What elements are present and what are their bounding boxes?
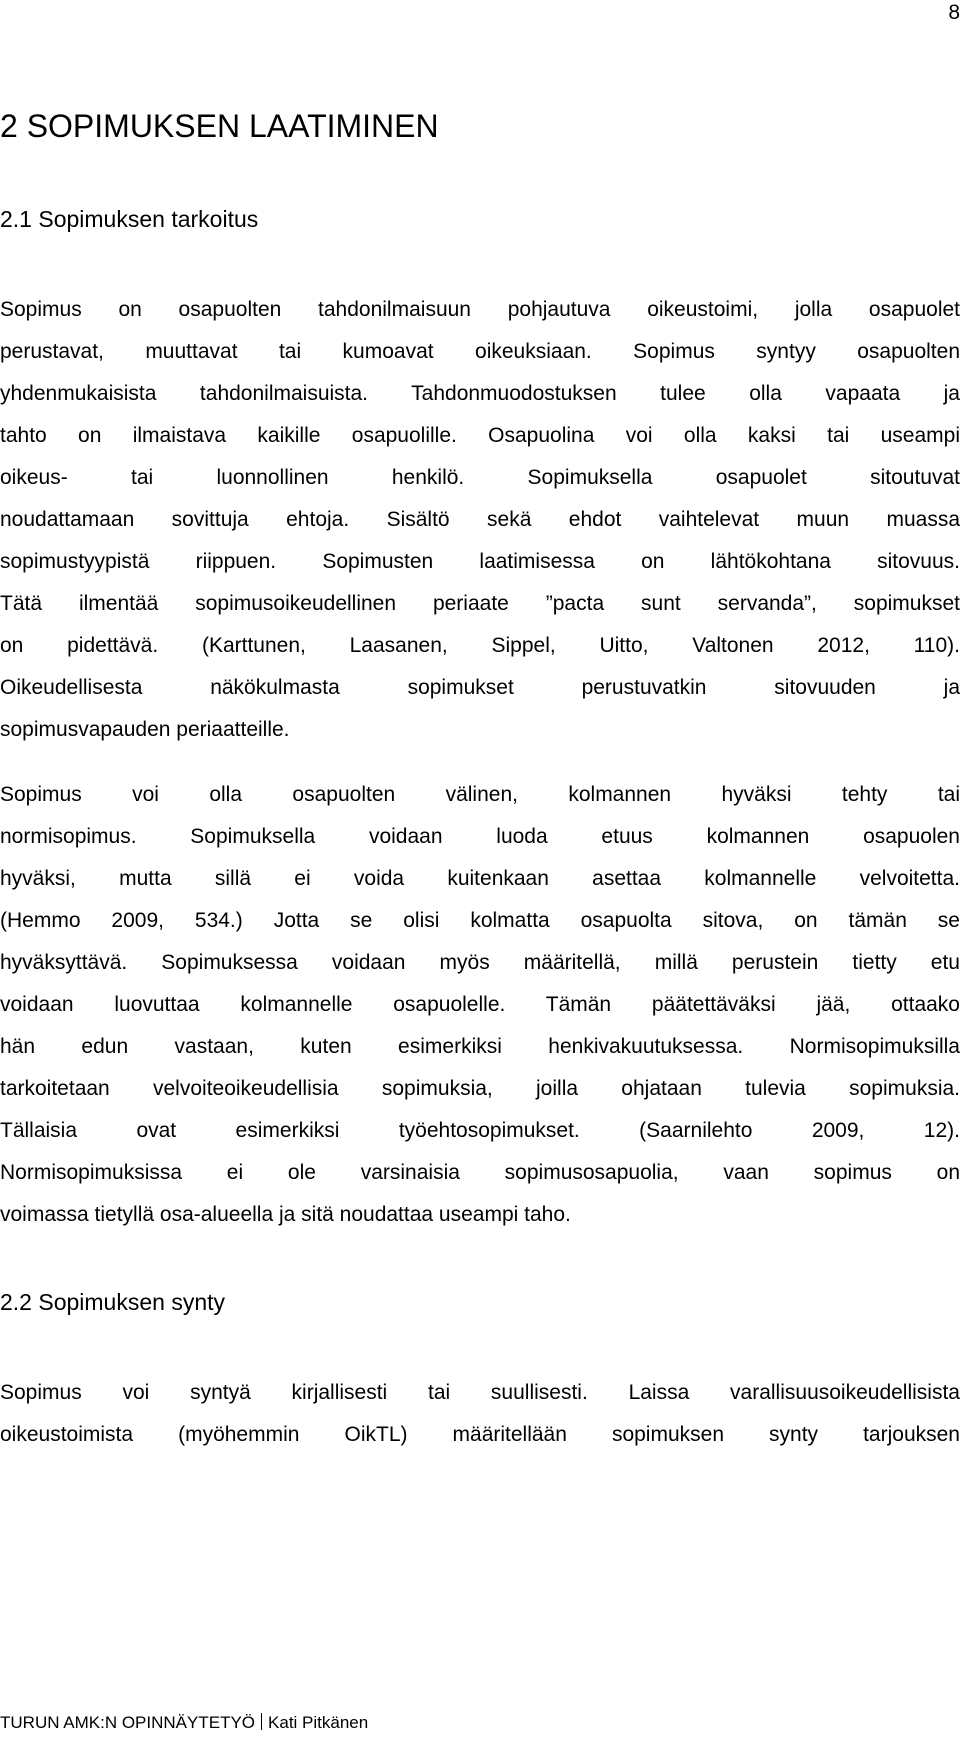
paragraph-line: oikeus- tai luonnollinen henkilö. Sopimuksella osapuolet sitoutuvat	[0, 466, 960, 489]
paragraph-line: Sopimus voi olla osapuolten välinen, kolmannen hyväksi tehty tai	[0, 783, 960, 806]
chapter-title: 2 SOPIMUKSEN LAATIMINEN	[0, 108, 439, 144]
paragraph-line: tahto on ilmaistava kaikille osapuolille. Osapuolina voi olla kaksi tai useampi	[0, 424, 960, 447]
paragraph-line: Oikeudellisesta näkökulmasta sopimukset perustuvatkin sitovuuden ja	[0, 676, 960, 699]
paragraph-line: Normisopimuksissa ei ole varsinaisia sopimusosapuolia, vaan sopimus on	[0, 1161, 960, 1184]
paragraph-line: (Hemmo 2009, 534.) Jotta se olisi kolmatta osapuolta sitova, on tämän se	[0, 909, 960, 932]
paragraph-line: hyväksi, mutta sillä ei voida kuitenkaan asettaa kolmannelle velvoitetta.	[0, 867, 960, 890]
page-number: 8	[948, 1, 960, 24]
footer-author: Kati Pitkänen	[268, 1713, 369, 1732]
paragraph-line: hän edun vastaan, kuten esimerkiksi henkivakuutuksessa. Normisopimuksilla	[0, 1035, 960, 1058]
paragraph-line: Tällaisia ovat esimerkiksi työehtosopimukset. (Saarnilehto 2009, 12).	[0, 1119, 960, 1142]
section-title-2-2: 2.2 Sopimuksen synty	[0, 1289, 226, 1315]
section-title-2-1: 2.1 Sopimuksen tarkoitus	[0, 206, 259, 232]
paragraph-line: Sopimus on osapuolten tahdonilmaisuun pohjautuva oikeustoimi, jolla osapuolet	[0, 298, 960, 321]
paragraph-line: sopimustyypistä riippuen. Sopimusten laatimisessa on lähtökohtana sitovuus.	[0, 550, 960, 573]
paragraph-line: sopimusvapauden periaatteille.	[0, 718, 290, 741]
paragraph-line: Tätä ilmentää sopimusoikeudellinen periaate ”pacta sunt servanda”, sopimukset	[0, 592, 960, 615]
paragraph-line: voidaan luovuttaa kolmannelle osapuolelle. Tämän päätettäväksi jää, ottaako	[0, 993, 960, 1016]
paragraph-line: oikeustoimista (myöhemmin OikTL) määritellään sopimuksen synty tarjouksen	[0, 1423, 960, 1446]
paragraph-line: yhdenmukaisista tahdonilmaisuista. Tahdonmuodostuksen tulee olla vapaata ja	[0, 382, 960, 405]
footer-institution: TURUN AMK:N OPINNÄYTETYÖ	[0, 1713, 256, 1732]
paragraph-line: perustavat, muuttavat tai kumoavat oikeuksiaan. Sopimus syntyy osapuolten	[0, 340, 960, 363]
paragraph-line: hyväksyttävä. Sopimuksessa voidaan myös määritellä, millä perustein tietty etu	[0, 951, 960, 974]
paragraph-line: tarkoitetaan velvoiteoikeudellisia sopimuksia, joilla ohjataan tulevia sopimuksia.	[0, 1077, 960, 1100]
paragraph-line: normisopimus. Sopimuksella voidaan luoda etuus kolmannen osapuolen	[0, 825, 960, 848]
paragraph-line: on pidettävä. (Karttunen, Laasanen, Sippel, Uitto, Valtonen 2012, 110).	[0, 634, 960, 657]
paragraph-line: voimassa tietyllä osa-alueella ja sitä noudattaa useampi taho.	[0, 1203, 571, 1226]
footer-separator	[261, 1713, 262, 1730]
page-footer	[0, 1712, 368, 1734]
paragraph-line: noudattamaan sovittuja ehtoja. Sisältö sekä ehdot vaihtelevat muun muassa	[0, 508, 960, 531]
paragraph-line: Sopimus voi syntyä kirjallisesti tai suullisesti. Laissa varallisuusoikeudellisista	[0, 1381, 960, 1404]
